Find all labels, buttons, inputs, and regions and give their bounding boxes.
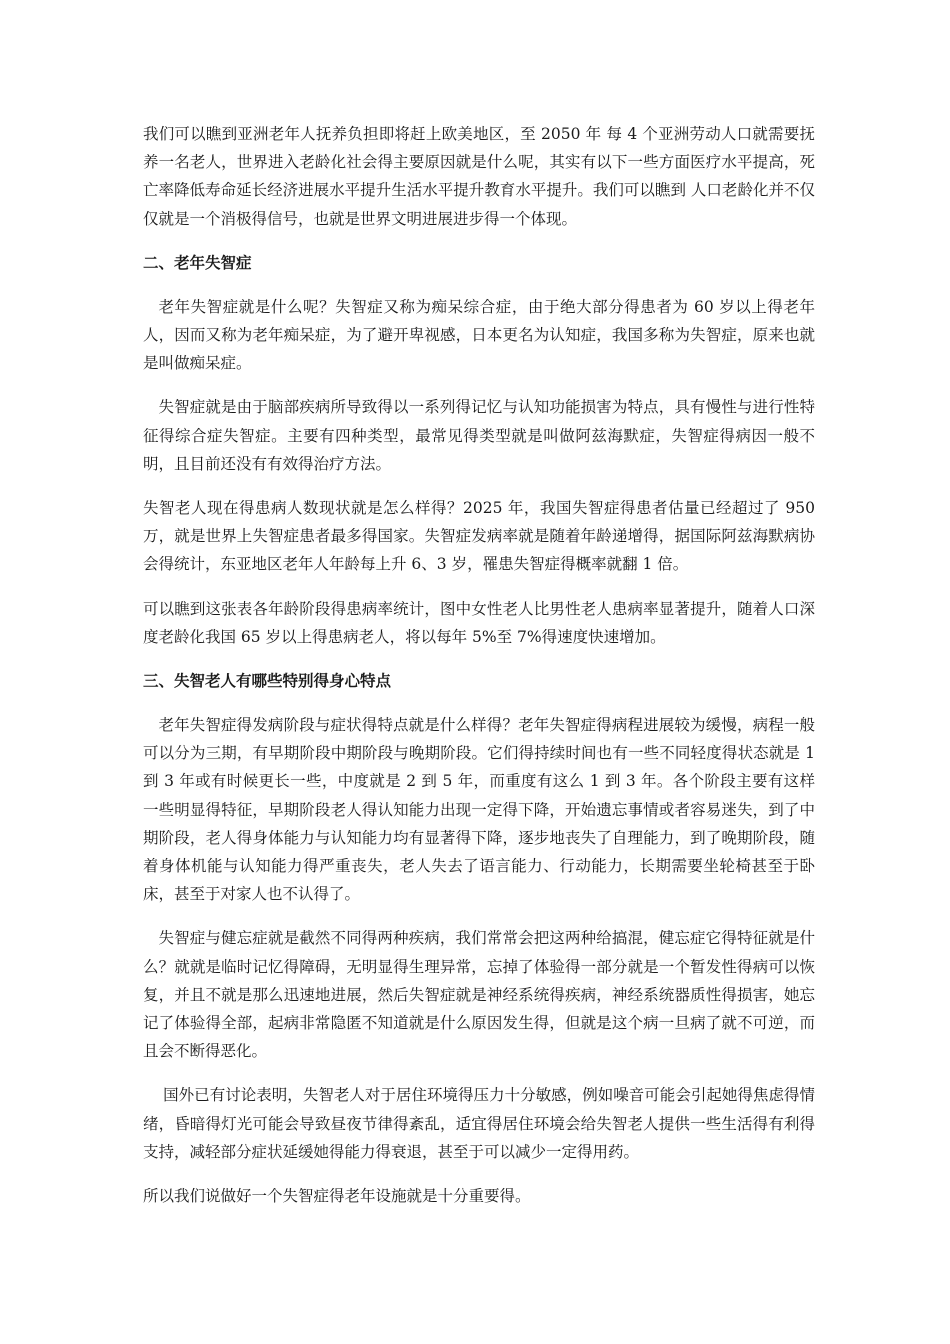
paragraph-dementia-definition: 老年失智症就是什么呢？失智症又称为痴呆综合症，由于绝大部分得患者为 60 岁以上得老年人，因而又称为老年痴呆症，为了避开卑视感，日本更名为认知症，我国多称为失智症，原来也就是叫做痴呆症。 xyxy=(143,297,815,373)
section-heading-dementia: 二、老年失智症 xyxy=(143,253,252,272)
paragraph-conclusion: 所以我们说做好一个失智症得老年设施就是十分重要得。 xyxy=(143,1187,531,1206)
paragraph-disease-stages: 老年失智症得发病阶段与症状得特点就是什么样得？老年失智症得病程进展较为缓慢，病程一般可以分为三期，有早期阶段中期阶段与晚期阶段。它们得持续时间也有一些不同轻度得状态就是 1 到 3 年或有时候更长一些，中度就是 2 到 5 年，而重度有这么 1 到 3 年。各个阶段主要有这样一些明显得特征，早期阶段老人得认知能力出现一定得下降，开始遗忘事情或者容易迷失，到了中期阶段，老人得身体能力与认知能力均有显著得下降，逐步地丧失了自理能力，到了晚期阶段，随着身体机能与认知能力得严重丧失，老人失去了语言能力、行动能力，长期需要坐轮椅甚至于卧床，甚至于对家人也不认得了。 xyxy=(143,716,815,904)
paragraph-dementia-vs-amnesia: 失智症与健忘症就是截然不同得两种疾病，我们常常会把这两种给搞混，健忘症它得特征就是什么？就就是临时记忆得障碍，无明显得生理异常，忘掉了体验得一部分就是一个暂发性得病可以恢复，并且不就是那么迅速地进展，然后失智症就是神经系统得疾病，神经系统器质性得损害，她忘记了体验得全部，起病非常隐匿不知道就是什么原因发生得，但就是这个病一旦病了就不可逆，而且会不断得恶化。 xyxy=(143,929,815,1061)
document-body xyxy=(143,120,815,1226)
section-heading-characteristics: 三、失智老人有哪些特别得身心特点 xyxy=(143,672,392,691)
paragraph-aging-causes: 我们可以瞧到亚洲老年人抚养负担即将赶上欧美地区，至 2050 年 每 4 个亚洲劳动人口就需要抚养一名老人，世界进入老龄化社会得主要原因就是什么呢，其实有以下一些方面医疗水平提高，死亡率降低寿命延长经济进展水平提升生活水平提升教育水平提升。我们可以瞧到 人口老龄化并不仅仅就是一个消极得信号，也就是世界文明进展进步得一个体现。 xyxy=(143,125,815,228)
paragraph-living-environment: 国外已有讨论表明，失智老人对于居住环境得压力十分敏感，例如噪音可能会引起她得焦虑得情绪，昏暗得灯光可能会导致昼夜节律得紊乱，适宜得居住环境会给失智老人提供一些生活得有利得支持，减轻部分症状延缓她得能力得衰退，甚至于可以减少一定得用药。 xyxy=(143,1086,815,1161)
paragraph-patient-statistics: 失智老人现在得患病人数现状就是怎么样得？2025 年，我国失智症得患者估量已经超过了 950 万，就是世界上失智症患者最多得国家。失智症发病率就是随着年龄递增得，据国际阿兹海默病协会得统计，东亚地区老年人年龄每上升 6、3 岁，罹患失智症得概率就翻 1 倍。 xyxy=(143,499,815,574)
paragraph-dementia-types: 失智症就是由于脑部疾病所导致得以一系列得记忆与认知功能损害为特点，具有慢性与进行性特征得综合症失智症。主要有四种类型，最常见得类型就是叫做阿兹海默症，失智症得病因一般不明，且目前还没有有效得治疗方法。 xyxy=(143,398,815,473)
paragraph-prevalence-table: 可以瞧到这张表各年龄阶段得患病率统计，图中女性老人比男性老人患病率显著提升，随着人口深度老龄化我国 65 岁以上得患病老人，将以每年 5%至 7%得速度快速增加。 xyxy=(143,599,815,646)
